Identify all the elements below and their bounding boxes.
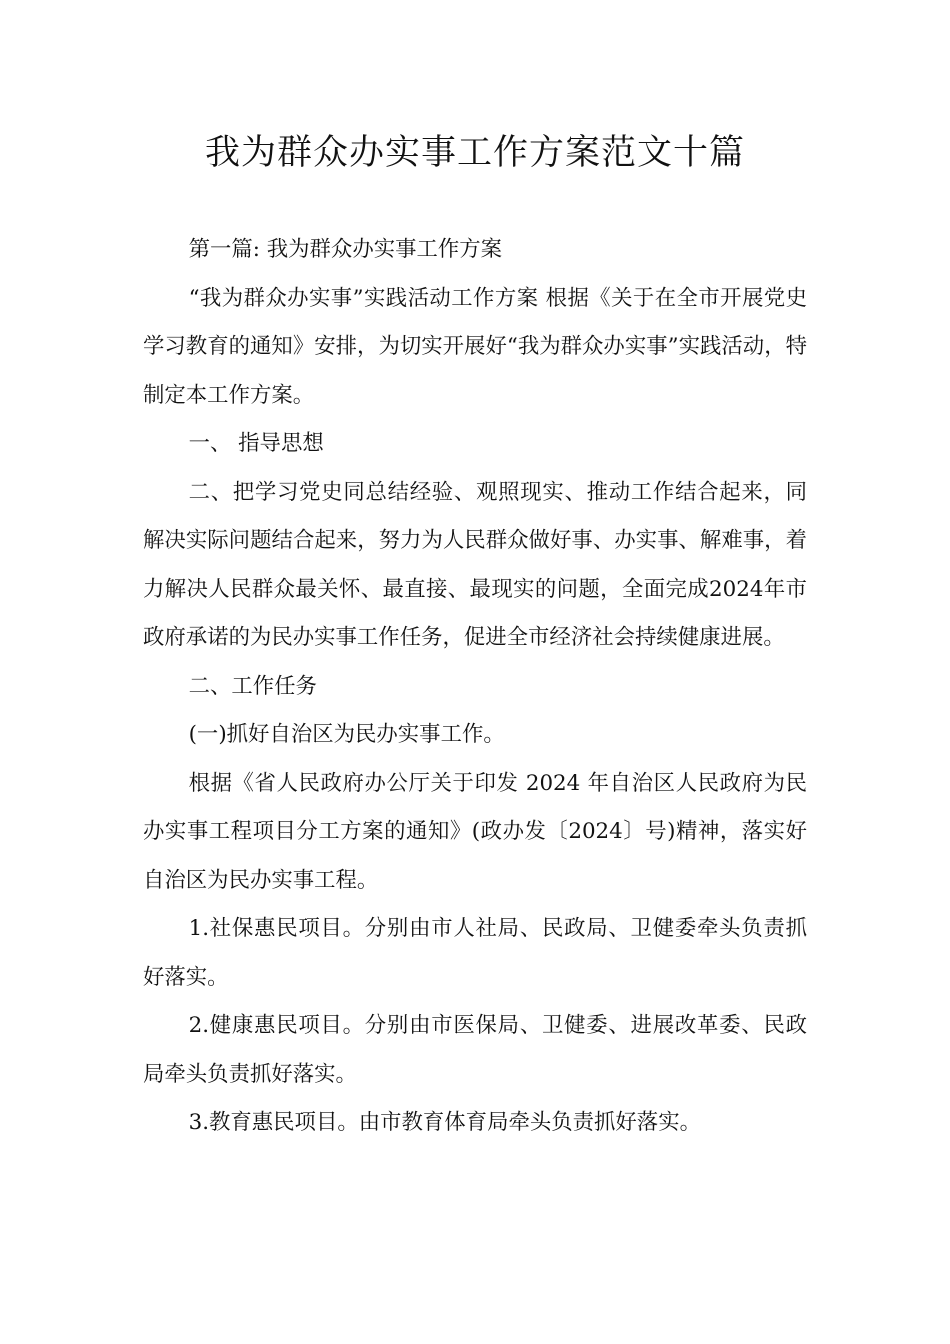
list-item: 2.健康惠民项目。分别由市医保局、卫健委、进展改革委、民政局牵头负责抓好落实。 [143, 1013, 807, 1087]
paragraph-section-heading: 二、工作任务 [188, 673, 317, 699]
paragraph-body: 根据《省人民政府办公厅关于印发 2024 年自治区人民政府为民办实事工程项目分工方案的通知》(政办发〔2024〕号)精神，落实好自治区为民办实事工程。 [143, 770, 807, 893]
paragraph-intro: “我为群众办实事”实践活动工作方案 根据《关于在全市开展党史学习教育的通知》安排，为切实开展好“我为群众办实事”实践活动，特制定本工作方案。 [143, 285, 807, 408]
paragraph-chapter-heading: 第一篇: 我为群众办实事工作方案 [188, 237, 503, 262]
list-item: 1.社保惠民项目。分别由市人社局、民政局、卫健委牵头负责抓好落实。 [143, 916, 807, 990]
paragraph-subsection-heading: (一)抓好自治区为民办实事工作。 [188, 722, 505, 747]
paragraph-section-heading: 一、 指导思想 [188, 431, 324, 456]
document-body [143, 226, 807, 1148]
paragraph-guiding-thought: 二、把学习党史同总结经验、观照现实、推动工作结合起来，同解决实际问题结合起来，努力为人民群众做好事、办实事、解难事，着力解决人民群众最关怀、最直接、最现实的问题，全面完成2024年市政府承诺的为民办实事工作任务，促进全市经济社会持续健康进展。 [143, 479, 807, 650]
document-title: 我为群众办实事工作方案范文十篇 [204, 133, 745, 173]
list-item: 3.教育惠民项目。由市教育体育局牵头负责抓好落实。 [188, 1110, 701, 1135]
